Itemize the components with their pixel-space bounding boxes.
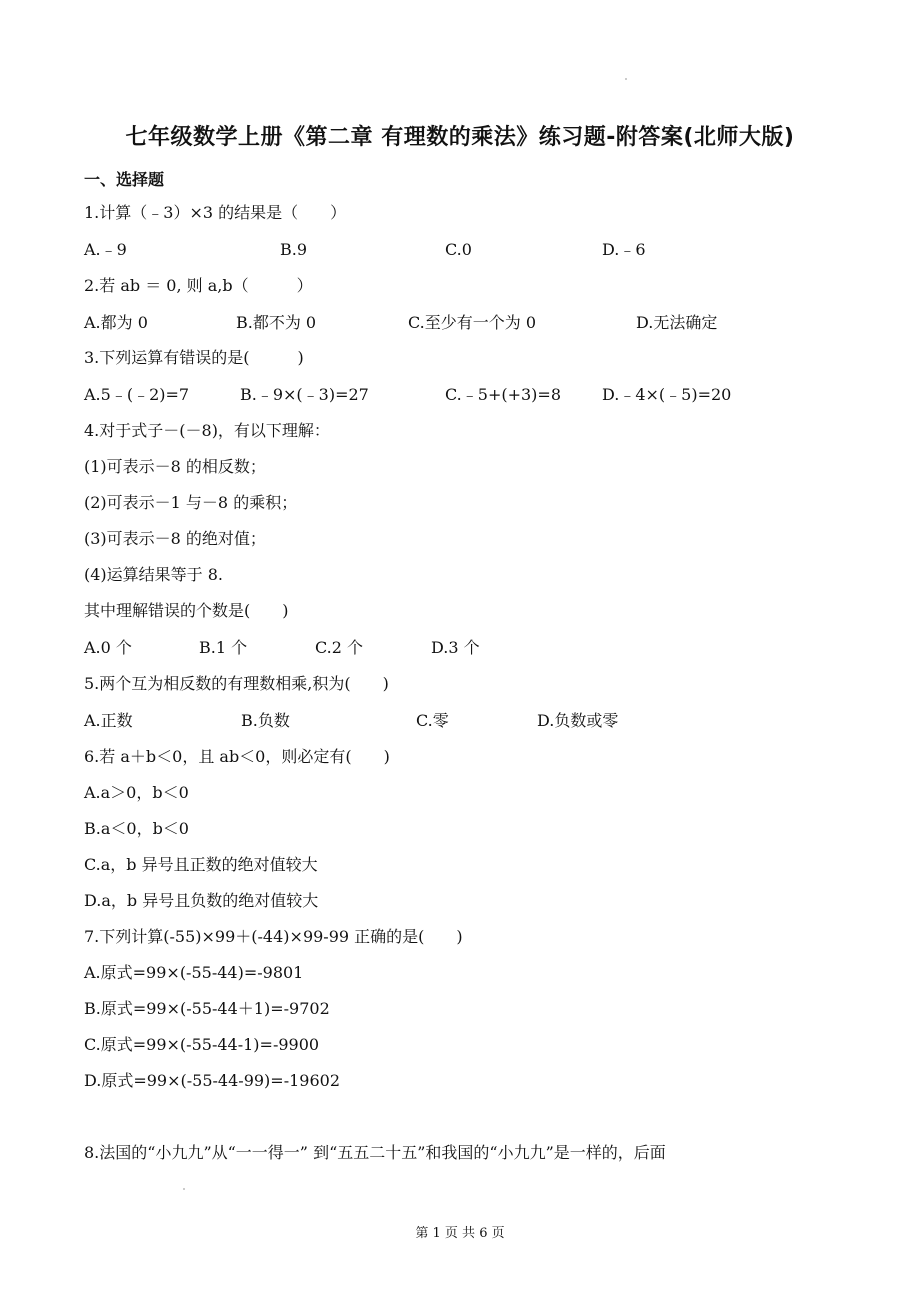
- scan-speck: [183, 1188, 185, 1190]
- question-3-option-c: C.﹣5+(+3)=8: [445, 385, 562, 404]
- document-title: 七年级数学上册《第二章 有理数的乘法》练习题-附答案(北师大版): [125, 125, 795, 150]
- question-3-option-d: D.﹣4×(﹣5)=20: [602, 385, 732, 404]
- section-heading: 一、选择题: [84, 170, 165, 189]
- question-4-ask: 其中理解错误的个数是( ): [84, 601, 289, 620]
- question-6-option-a: A.a＞0，b＜0: [84, 783, 189, 802]
- question-8-stem: 8.法国的“小九九”从“一一得一” 到“五五二十五”和我国的“小九九”是一样的，后面: [84, 1143, 666, 1162]
- question-4-item-3: (3)可表示－8 的绝对值；: [84, 529, 266, 548]
- question-5-option-c: C.零: [416, 711, 449, 730]
- question-4-item-1: (1)可表示－8 的相反数；: [84, 457, 266, 476]
- question-1-stem: 1.计算（﹣3）×3 的结果是（ ）: [84, 203, 347, 222]
- question-2-stem: 2.若 ab ＝ 0, 则 a,b（ ）: [84, 276, 313, 295]
- question-1-option-d: D.﹣6: [602, 240, 646, 259]
- question-5-option-a: A.正数: [84, 711, 133, 730]
- question-4-item-4: (4)运算结果等于 8.: [84, 565, 224, 584]
- question-4-option-d: D.3 个: [431, 638, 480, 657]
- question-2-option-d: D.无法确定: [636, 313, 718, 332]
- question-2-option-c: C.至少有一个为 0: [408, 313, 537, 332]
- question-4-stem: 4.对于式子－(－8)，有以下理解：: [84, 421, 330, 440]
- question-7-stem: 7.下列计算(-55)×99＋(-44)×99-99 正确的是( ): [84, 927, 463, 946]
- scan-speck: [625, 78, 627, 80]
- question-1-option-b: B.9: [280, 240, 308, 259]
- question-3-option-b: B.﹣9×(﹣3)=27: [240, 385, 369, 404]
- question-7-option-d: D.原式=99×(-55-44-99)=-19602: [84, 1071, 341, 1090]
- question-4-option-a: A.0 个: [84, 638, 132, 657]
- question-4-item-2: (2)可表示－1 与－8 的乘积；: [84, 493, 298, 512]
- question-7-option-b: B.原式=99×(-55-44＋1)=-9702: [84, 999, 330, 1018]
- question-6-stem: 6.若 a＋b＜0，且 ab＜0，则必定有( ): [84, 747, 390, 766]
- question-2-option-a: A.都为 0: [84, 313, 148, 332]
- question-5-stem: 5.两个互为相反数的有理数相乘,积为( ): [84, 674, 389, 693]
- question-7-option-c: C.原式=99×(-55-44-1)=-9900: [84, 1035, 320, 1054]
- question-4-option-b: B.1 个: [199, 638, 248, 657]
- question-1-option-a: A.﹣9: [84, 240, 127, 259]
- question-3-stem: 3.下列运算有错误的是( ): [84, 348, 304, 367]
- question-5-option-b: B.负数: [241, 711, 290, 730]
- question-6-option-c: C.a，b 异号且正数的绝对值较大: [84, 855, 318, 874]
- question-6-option-b: B.a＜0，b＜0: [84, 819, 189, 838]
- page-footer: 第 1 页 共 6 页: [415, 1226, 505, 1241]
- question-2-option-b: B.都不为 0: [236, 313, 317, 332]
- question-3-option-a: A.5﹣(﹣2)=7: [84, 385, 190, 404]
- question-4-option-c: C.2 个: [315, 638, 364, 657]
- question-6-option-d: D.a，b 异号且负数的绝对值较大: [84, 891, 319, 910]
- question-5-option-d: D.负数或零: [537, 711, 619, 730]
- question-7-option-a: A.原式=99×(-55-44)=-9801: [84, 963, 304, 982]
- question-1-option-c: C.0: [445, 240, 472, 259]
